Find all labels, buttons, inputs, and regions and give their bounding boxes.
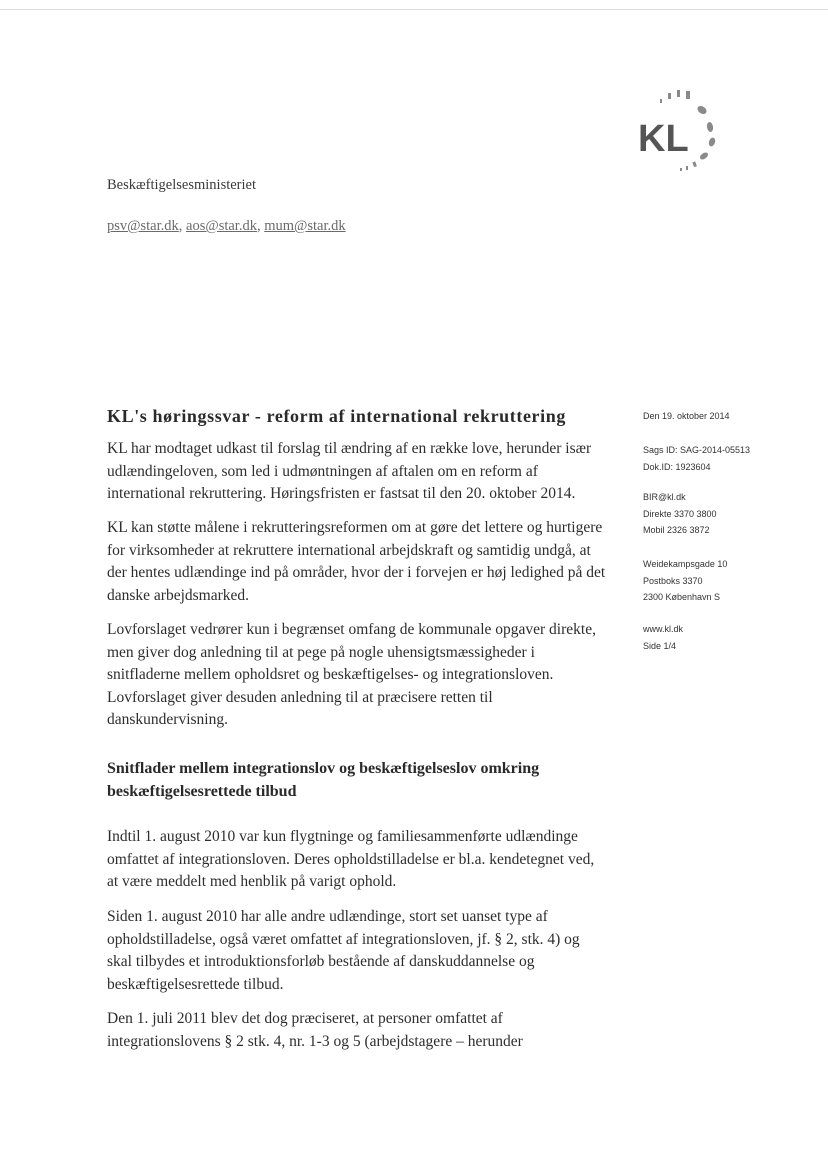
paragraph-2: KL kan støtte målene i rekrutteringsreformen om at gøre det lettere og hurtigere for virksomheder at rekruttere international arbejdskraft og samtidig undgå, at der hentes udlændinge ind på områder, hvor der i forvejen er høj ledighed på det danske arbejdsmarked. [107, 519, 606, 604]
address-postbox: Postboks 3370 [643, 575, 703, 586]
recipient-name: Beskæftigelsesministeriet [107, 177, 257, 193]
logo-wordmark: KL [638, 118, 689, 160]
address-city: 2300 København S [643, 592, 721, 602]
dok-id: Dok.ID: 1923604 [643, 461, 711, 472]
section-heading: Snitflader mellem integrationslov og beskæftigelseslov omkring beskæftigelsesrettede tilbud [107, 760, 540, 800]
email-link-aos[interactable]: aos@star.dk [186, 218, 257, 234]
kl-logo-graphic [630, 82, 740, 178]
website: www.kl.dk [643, 624, 684, 634]
section-paragraph-1: Indtil 1. august 2010 var kun flygtninge og familiesammenførte udlændinge omfattet af integrationsloven. Deres opholdstilladelse er bl.a. kendetegnet ved, at være meddelt med henblik på varigt ophold. [107, 828, 595, 890]
section-paragraph-3: Den 1. juli 2011 blev det dog præciseret, at personer omfattet af integrationslovens § 2 stk. 4, nr. 1-3 og 5 (arbejdstagere – herunder [107, 1010, 523, 1050]
letter-date: Den 19. oktober 2014 [643, 411, 730, 421]
contact-direct-phone: Direkte 3370 3800 [643, 508, 717, 519]
section-paragraph-2: Siden 1. august 2010 har alle andre udlændinge, stort set uanset type af opholdstilladelse, også været omfattet af integrationsloven, jf. § 2, stk. 4) og skal tilbydes et introduktionsforløb bestående af danskuddannelse og beskæftigelsesrettede tilbud. [107, 908, 580, 993]
sidebar-contact-block [643, 489, 813, 539]
recipient-emails: psv@star.dk, aos@star.dk, mum@star.dk [107, 218, 346, 234]
kl-logo [630, 82, 740, 178]
letter-title: KL's høringssvar - reform af international rekruttering [107, 406, 566, 426]
sidebar-address-block [643, 556, 813, 606]
email-link-psv[interactable]: psv@star.dk [107, 218, 179, 234]
contact-mobile-phone: Mobil 2326 3872 [643, 525, 710, 535]
paragraph-3: Lovforslaget vedrører kun i begrænset omfang de kommunale opgaver direkte, men giver dog anledning til at pege på nogle uhensigtsmæssigheder i snitfladerne mellem opholdsret og beskæftigelses- og integrationsloven. Lovforslaget giver desuden anledning til at præcisere retten til danskundervisning. [107, 621, 596, 728]
address-street: Weidekampsgade 10 [643, 559, 728, 569]
sidebar-web-block [643, 621, 813, 654]
sags-id: Sags ID: SAG-2014-05513 [643, 445, 751, 455]
sidebar-date-block [643, 408, 813, 425]
contact-email: BIR@kl.dk [643, 492, 686, 502]
sidebar-case-block [643, 442, 813, 475]
page-number: Side 1/4 [643, 640, 677, 651]
paragraph-1: KL har modtaget udkast til forslag til ændring af en række love, herunder især udlændingeloven, som led i udmøntningen af aftalen om en reform af international rekruttering. Høringsfristen er fastsat til den 20. oktober 2014. [107, 440, 592, 502]
email-link-mum[interactable]: mum@star.dk [264, 218, 346, 234]
page-top-edge [0, 0, 828, 10]
